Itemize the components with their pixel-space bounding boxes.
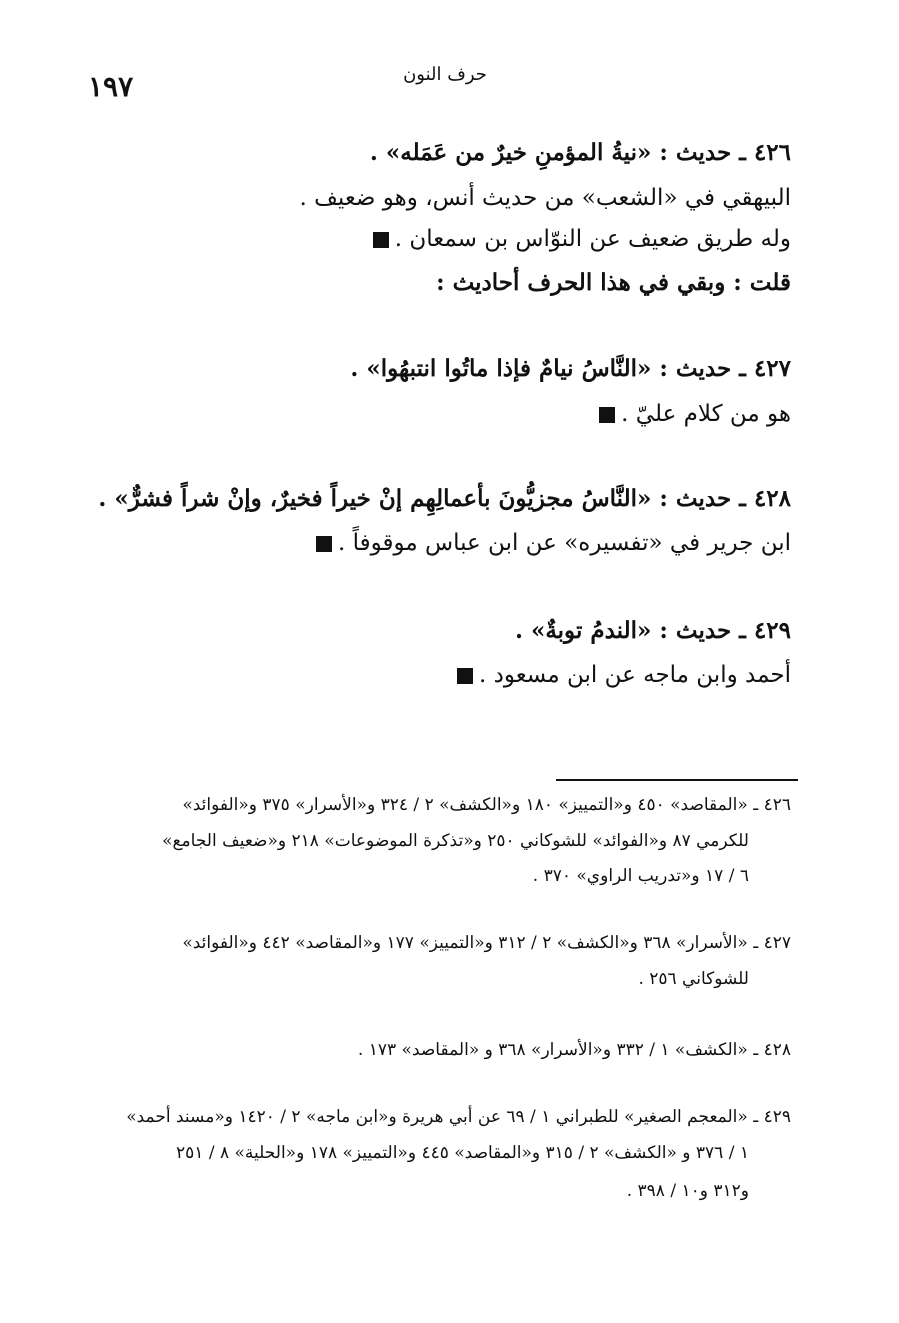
entry-heading (96, 482, 791, 516)
footnote-line: ٤٢٩ ـ «المعجم الصغير» للطبراني ١ / ٦٩ عن أبي هريرة و«ابن ماجه» ٢ / ١٤٢٠ و«مسند أحمد» (126, 1107, 791, 1127)
footnote-rule (556, 779, 798, 781)
footnote-line: ٤٢٧ ـ «الأسرار» ٣٦٨ و«الكشف» ٢ / ٣١٢ و«التمييز» ١٧٧ و«المقاصد» ٤٤٢ و«الفوائد» (182, 933, 791, 953)
end-of-entry-square-icon (373, 232, 389, 248)
heading-punct: . (350, 355, 367, 382)
heading-punct: . (98, 485, 115, 512)
end-of-entry-square-icon (316, 536, 332, 552)
end-of-entry-square-icon (457, 668, 473, 684)
entry-heading (96, 352, 791, 386)
footnote-line: ٦ / ١٧ و«تدريب الراوي» ٣٧٠ . (532, 866, 749, 886)
footnote-line: ١ / ٣٧٦ و «الكشف» ٢ / ٣١٥ و«المقاصد» ٤٤٥ و«التمييز» ١٧٨ و«الحلية» ٨ / ٢٥١ (176, 1143, 749, 1163)
entry-text (96, 397, 791, 431)
footnote-line: ٤٢٨ ـ «الكشف» ١ / ٣٣٢ و«الأسرار» ٣٦٨ و «المقاصد» ١٧٣ . (357, 1040, 791, 1060)
heading-punct: . (369, 139, 386, 166)
entry-text: البيهقي في «الشعب» من حديث أنس، وهو ضعيف . (299, 185, 791, 211)
heading-punct: . (514, 617, 531, 644)
entry-heading (96, 614, 791, 648)
page-number: ١٩٧ (88, 70, 134, 103)
end-of-entry-square-icon (599, 407, 615, 423)
entry-text (96, 222, 791, 256)
hadith-text: «النَّاسُ مجزيُّونَ بأعمالِهِم إنْ خيراً فخيرٌ، وإنْ شراً فشرٌّ» (114, 485, 652, 512)
entry-text-content: هو من كلام عليّ . (621, 401, 791, 427)
hadith-text: «نيةُ المؤمنِ خيرٌ من عَمَله» (385, 139, 652, 166)
footnote-line: و٣١٢ و١٠ / ٣٩٨ . (626, 1181, 749, 1201)
entry-number: ٤٢٦ ـ حديث : (651, 139, 791, 166)
hadith-text: «النَّاسُ نيامٌ فإذا ماتُوا انتبهُوا» (366, 355, 652, 382)
footnote-line: للكرمي ٨٧ و«الفوائد» للشوكاني ٢٥٠ و«تذكرة الموضوعات» ٢١٨ و«ضعيف الجامع» (162, 831, 749, 851)
entry-text-content: وله طريق ضعيف عن النوّاس بن سمعان . (394, 226, 791, 252)
footnote-line: ٤٢٦ ـ «المقاصد» ٤٥٠ و«التمييز» ١٨٠ و«الكشف» ٢ / ٣٢٤ و«الأسرار» ٣٧٥ و«الفوائد» (182, 795, 791, 815)
entry-number: ٤٢٩ ـ حديث : (651, 617, 791, 644)
entry-text (96, 658, 791, 692)
running-header: حرف النون (403, 64, 487, 85)
hadith-text: «الندمُ توبةٌ» (530, 617, 652, 644)
editor-note: قلت : وبقي في هذا الحرف أحاديث : (436, 269, 791, 296)
entry-number: ٤٢٨ ـ حديث : (651, 485, 791, 512)
footnote-line: للشوكاني ٢٥٦ . (638, 969, 749, 989)
entry-text (96, 526, 791, 560)
entry-heading (96, 136, 791, 170)
entry-text-content: أحمد وابن ماجه عن ابن مسعود . (478, 662, 791, 688)
entry-text-content: ابن جرير في «تفسيره» عن ابن عباس موقوفاً . (337, 530, 791, 556)
entry-number: ٤٢٧ ـ حديث : (651, 355, 791, 382)
